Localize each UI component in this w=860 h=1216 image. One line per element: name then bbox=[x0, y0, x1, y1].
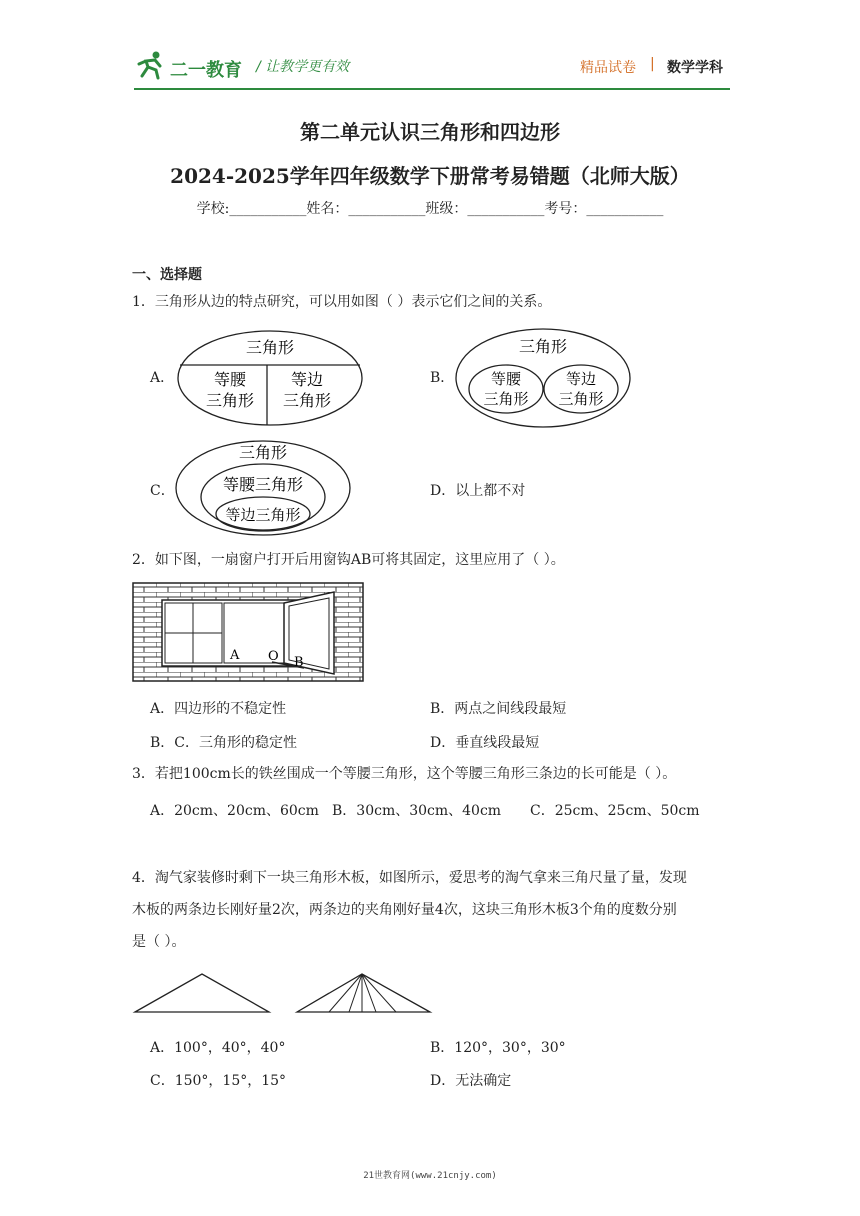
q1-option-d: D．以上都不对 bbox=[430, 483, 526, 499]
logo-text: 二一教育 bbox=[170, 60, 242, 81]
q2-point-o: O bbox=[268, 649, 279, 664]
diag-c-mid-label: 等腰三角形 bbox=[222, 475, 304, 494]
q4-triangle-measured bbox=[294, 970, 434, 1016]
page-footer: 21世教育网(www.21cnjy.com) bbox=[363, 1171, 497, 1181]
q4-option-b: B．120°，30°，30° bbox=[430, 1040, 566, 1056]
header-label-fine: 精品试卷 bbox=[580, 60, 636, 76]
header-label-subject: 数学学科 bbox=[667, 60, 723, 76]
q4-option-d: D．无法确定 bbox=[430, 1073, 512, 1089]
q2-option-b: B．两点之间线段最短 bbox=[430, 701, 567, 717]
q1-diagram-c bbox=[173, 438, 353, 538]
diag-a-top-label: 三角形 bbox=[245, 338, 295, 357]
q2-option-d: D．垂直线段最短 bbox=[430, 735, 540, 751]
section-heading: 一、选择题 bbox=[132, 267, 202, 283]
diag-b-right-label-1: 等边 bbox=[565, 370, 597, 388]
diag-b-right-label-2: 三角形 bbox=[558, 390, 604, 408]
q3-option-b: B．30cm、30cm、40cm bbox=[332, 803, 502, 819]
q2-option-c: B．C．三角形的稳定性 bbox=[150, 735, 297, 751]
q1-diagram-b bbox=[453, 326, 633, 430]
diag-b-left-label-1: 等腰 bbox=[490, 370, 522, 388]
diag-a-right-label-2: 三角形 bbox=[282, 391, 332, 410]
question-2-stem: 2．如下图，一扇窗户打开后用窗钩AB可将其固定，这里应用了（ ）。 bbox=[132, 552, 565, 568]
q3-option-c: C．25cm、25cm、50cm bbox=[530, 803, 700, 819]
question-4-stem-line-3: 是（ ）。 bbox=[132, 934, 186, 950]
diag-a-right-label-1: 等边 bbox=[290, 370, 324, 389]
header-separator: | bbox=[650, 56, 655, 72]
diag-a-left-label-1: 等腰 bbox=[213, 370, 247, 389]
q2-point-a: A bbox=[230, 648, 240, 663]
q3-option-a: A．20cm、20cm、60cm bbox=[150, 803, 319, 819]
diag-c-top-label: 三角形 bbox=[238, 443, 288, 462]
q4-option-a: A．100°，40°，40° bbox=[150, 1040, 286, 1056]
q1-option-b-label: B． bbox=[430, 370, 455, 386]
question-4-stem-line-1: 4．淘气家装修时剩下一块三角形木板，如图所示，爱思考的淘气拿来三角尺量了量，发现 bbox=[132, 870, 687, 886]
q1-option-c-label: C． bbox=[150, 483, 175, 499]
q4-option-c: C．150°，15°，15° bbox=[150, 1073, 287, 1089]
q1-option-a-label: A． bbox=[150, 370, 175, 386]
q1-diagram-a bbox=[175, 328, 365, 428]
q4-triangle-board bbox=[132, 970, 272, 1016]
q2-option-a: A．四边形的不稳定性 bbox=[150, 701, 287, 717]
q2-point-b: B bbox=[294, 655, 304, 670]
diag-b-left-label-2: 三角形 bbox=[483, 390, 529, 408]
diag-b-top-label: 三角形 bbox=[518, 337, 568, 356]
diag-a-left-label-2: 三角形 bbox=[205, 391, 255, 410]
logo bbox=[136, 50, 246, 82]
diag-c-inner-label: 等边三角形 bbox=[225, 506, 301, 524]
question-4-stem-line-2: 木板的两条边长刚好量2次，两条边的夹角刚好量4次，这块三角形木板3个角的度数分别 bbox=[132, 902, 677, 918]
page-subtitle: 2024-2025学年四年级数学下册常考易错题（北师大版） bbox=[170, 164, 690, 188]
q2-window-figure bbox=[132, 582, 364, 682]
question-1-stem: 1．三角形从边的特点研究，可以用如图（ ）表示它们之间的关系。 bbox=[132, 294, 552, 310]
page-title: 第二单元认识三角形和四边形 bbox=[300, 120, 560, 144]
header-rule bbox=[134, 88, 730, 90]
runner-logo-icon bbox=[136, 50, 166, 80]
question-3-stem: 3．若把100cm长的铁丝围成一个等腰三角形，这个等腰三角形三条边的长可能是（ ）。 bbox=[132, 766, 677, 782]
slogan: / 让教学更有效 bbox=[256, 59, 350, 75]
student-info-line: 学校:___________姓名：___________班级：___________考号：___________ bbox=[196, 201, 664, 217]
